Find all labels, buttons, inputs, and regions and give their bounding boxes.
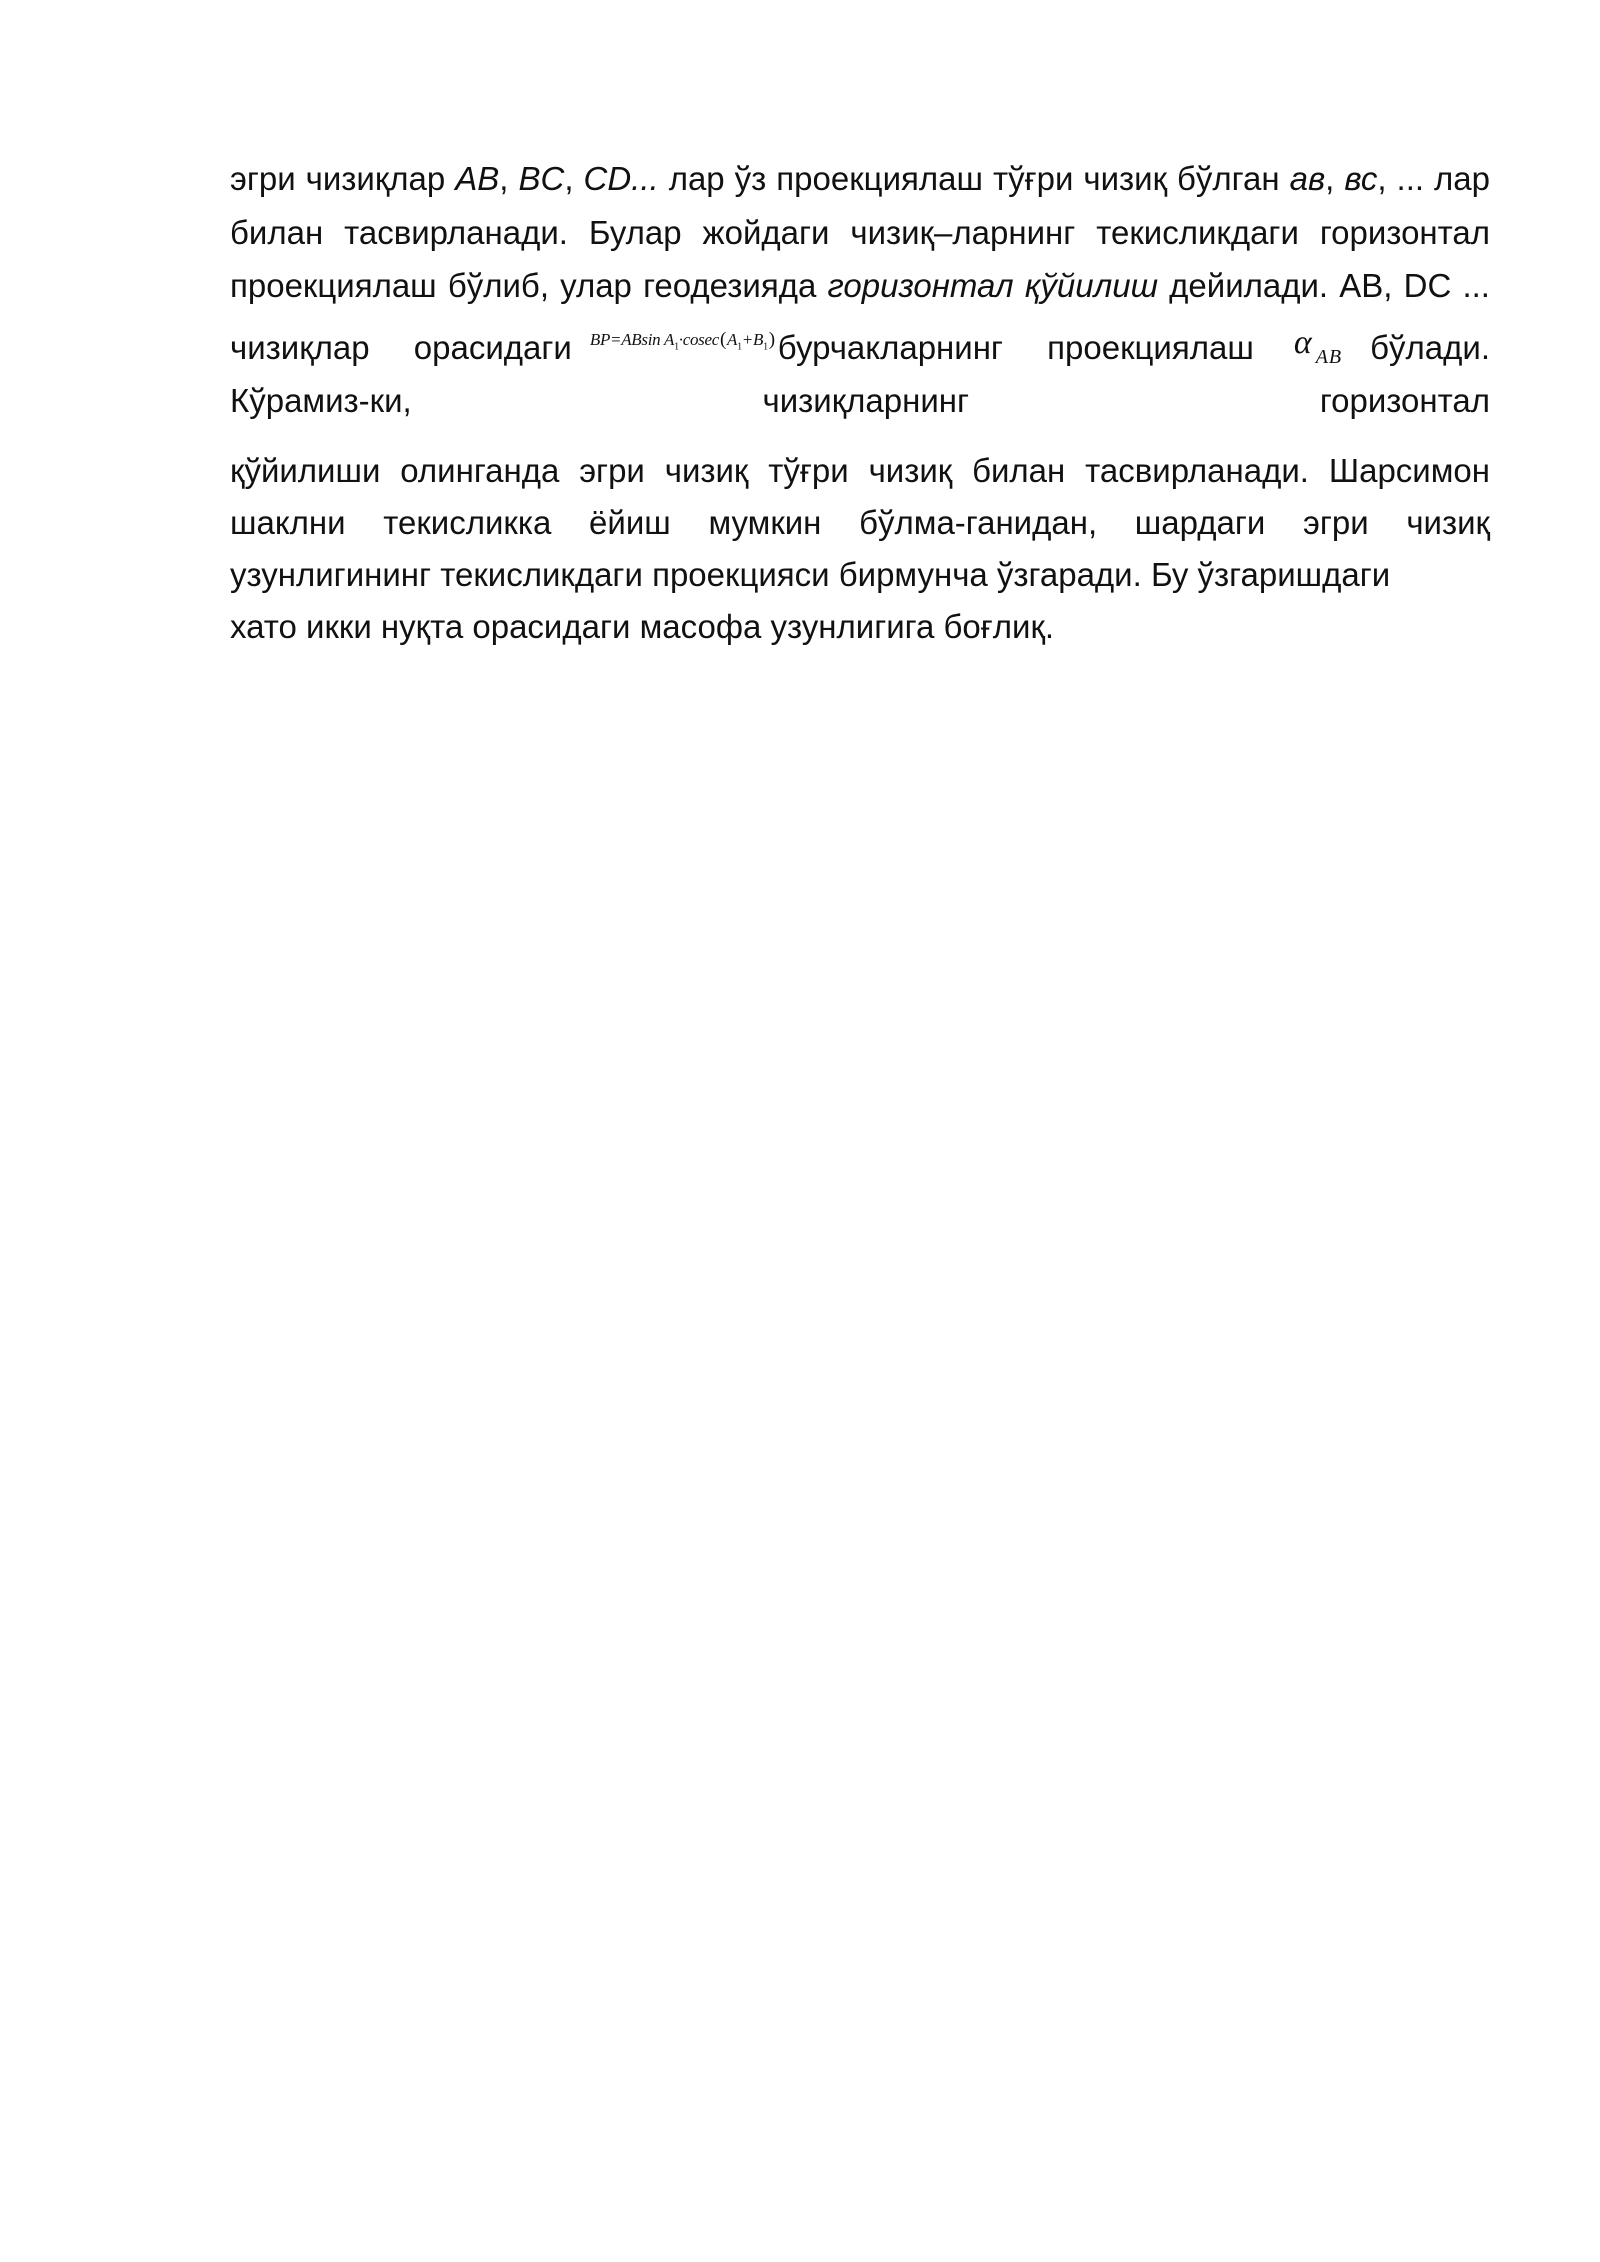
italic-term-ab: AB bbox=[455, 160, 500, 197]
text-run: , bbox=[1325, 160, 1345, 197]
paragraph-2-text: қўйилиши олинганда эгри чизиқ тўғри чизиқ билан тасвирланади. Шарсимон шаклни текисликка ёйиш мумкин бўлма-ганидан, шардаги эгри чизиқ узунлигининг текисликдаги проекцияси бирмунча ўзгаради. Бу ўзгаришдаги bbox=[230, 452, 1490, 593]
italic-term-av: ав bbox=[1289, 160, 1326, 197]
text-run: лар ўз проекциялаш тўғри чизиқ бўлган bbox=[658, 160, 1290, 197]
italic-term-vs: вс bbox=[1344, 160, 1378, 197]
formula-a: A bbox=[727, 329, 738, 349]
italic-term-bc: BC bbox=[518, 160, 565, 197]
formula-middle: ·cosec bbox=[678, 329, 719, 349]
italic-term-cd: CD... bbox=[583, 160, 659, 197]
italic-term-horizontal-placement: горизонтал қўйилиш bbox=[827, 267, 1158, 304]
text-run: дейилади. AB, DC ... чизиқлар орасидаги bbox=[230, 267, 1490, 366]
paragraph-1 bbox=[230, 152, 1490, 428]
alpha-subscript: AB bbox=[1315, 345, 1343, 368]
formula-subscript: 1 bbox=[737, 340, 742, 352]
formula-subscript: 1 bbox=[674, 340, 679, 352]
formula-plus-b: +B bbox=[741, 329, 764, 349]
formula-subscript: 1 bbox=[763, 340, 768, 352]
alpha-ab-symbol bbox=[1294, 315, 1342, 375]
inline-formula bbox=[590, 313, 776, 374]
text-run: , bbox=[499, 160, 519, 197]
text-run: эгри чизиқлар bbox=[230, 160, 456, 197]
formula-left: BP=ABsin A bbox=[589, 329, 675, 349]
paragraph-2 bbox=[230, 445, 1490, 653]
text-run: бурчакларнинг проекциялаш bbox=[777, 328, 1254, 366]
text-run: бўлади. Кўрамиз-ки, чизиқларнинг горизонтал bbox=[230, 328, 1490, 419]
formula-close-paren: ) bbox=[768, 328, 775, 350]
alpha-glyph: α bbox=[1293, 323, 1312, 361]
text-run: , bbox=[564, 160, 584, 197]
text-run: , ... лар билан тасвирланади. Булар жойдаги чизиқ–ларнинг текисликдаги горизонтал проекциялаш бўлиб, улар геодезияда bbox=[230, 160, 1491, 304]
formula-open-paren: ( bbox=[719, 328, 726, 350]
paragraph-2-last-line: хато икки нуқта орасидаги масофа узунлигига боғлиқ. bbox=[230, 608, 1055, 645]
